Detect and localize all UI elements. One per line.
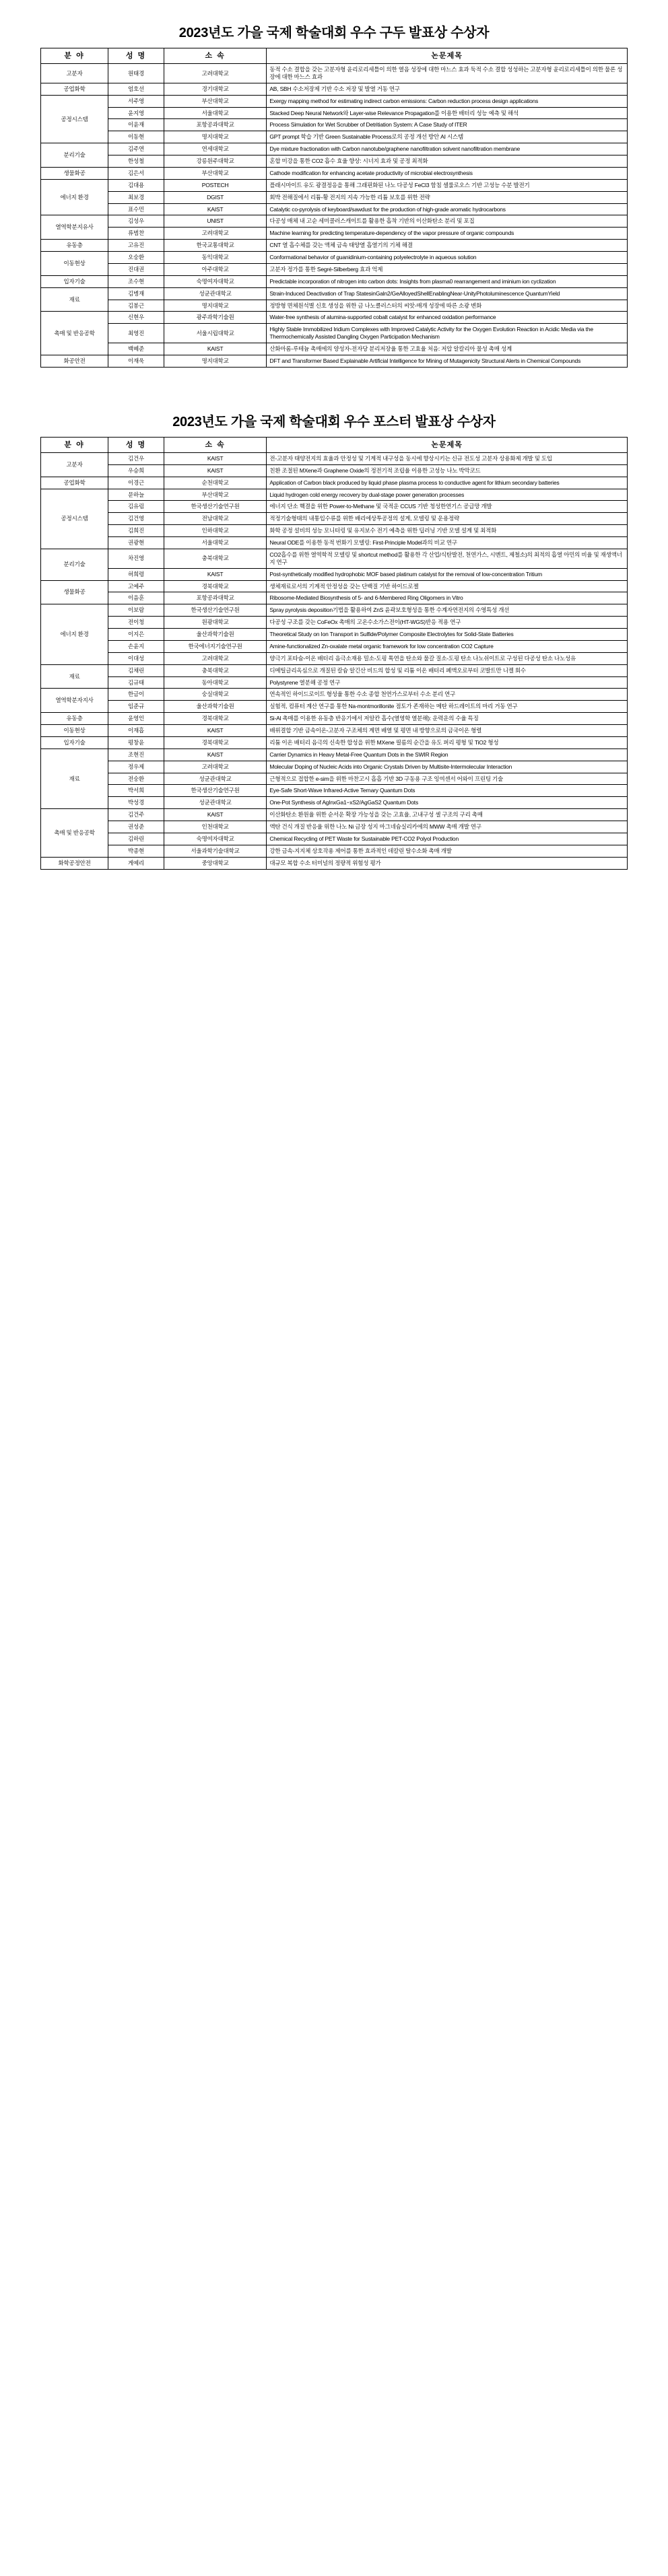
cell-affiliation: 인천대학교: [164, 821, 266, 833]
cell-affiliation: 경북대학교: [164, 580, 266, 592]
cell-paper-title: 리튬 이온 배터리 음극의 신속한 합성을 위한 MXene 필름의 순간을 유도 퍼리 평형 및 TiO2 형성: [267, 736, 628, 749]
oral-award-table: [40, 48, 628, 368]
cell-field: 유동층: [41, 713, 108, 725]
cell-name: 표수민: [108, 203, 164, 215]
column-header-name: 성 명: [108, 437, 164, 452]
table-row: [41, 203, 628, 215]
cell-name: 김건주: [108, 809, 164, 821]
table-row: [41, 83, 628, 95]
table-row: [41, 252, 628, 264]
cell-paper-title: 플래시마이트 유도 광결정응을 통해 그래핀화된 나노 다공성 FeCl3 함침 셀룰로오스 기반 고성능 수분 발전기: [267, 179, 628, 191]
table-row: [41, 324, 628, 343]
cell-affiliation: 울산과학기술원: [164, 629, 266, 641]
cell-affiliation: 고려대학교: [164, 228, 266, 240]
table-header-row: [41, 48, 628, 64]
cell-affiliation: 성균관대학교: [164, 797, 266, 809]
cell-field: 재료: [41, 287, 108, 312]
cell-name: 김건영: [108, 513, 164, 525]
cell-paper-title: 액탄 건식 개질 반응율 위한 나노 Ni 금장 성지 마그네슘실리카에의 MWW 촉매 개발 연구: [267, 821, 628, 833]
cell-paper-title: Cathode modification for enhancing acetate productivity of microbial electrosynthesis: [267, 167, 628, 179]
cell-affiliation: 경북대학교: [164, 736, 266, 749]
table-row: [41, 761, 628, 773]
cell-affiliation: 서울과학기술대학교: [164, 845, 266, 857]
table-row: [41, 464, 628, 477]
table-header-row: [41, 437, 628, 452]
cell-affiliation: 서울대학교: [164, 537, 266, 549]
cell-field: 공정시스템: [41, 489, 108, 549]
cell-name: 이대성: [108, 652, 164, 664]
cell-name: 최보경: [108, 191, 164, 203]
cell-name: 엄호선: [108, 83, 164, 95]
table-row: [41, 549, 628, 568]
cell-paper-title: Machine learning for predicting temperature-dependency of the vapor pressure of organic compounds: [267, 228, 628, 240]
table-row: [41, 501, 628, 513]
cell-name: 게예리: [108, 857, 164, 869]
cell-field: 에너지 환경: [41, 604, 108, 664]
cell-name: 조현진: [108, 749, 164, 761]
table-row: [41, 664, 628, 676]
cell-paper-title: Chemical Recycling of PET Waste for Sustainable PET-CO2 Polyol Production: [267, 833, 628, 845]
cell-field: 재료: [41, 664, 108, 689]
table-row: [41, 452, 628, 464]
table-row: [41, 833, 628, 845]
cell-field: 공업화학: [41, 83, 108, 95]
cell-paper-title: 회박 전해질에서 리튬-황 전지의 지속 가능한 리튬 보호를 위한 전략: [267, 191, 628, 203]
cell-name: 박성경: [108, 797, 164, 809]
cell-name: 진대권: [108, 263, 164, 275]
cell-paper-title: AB, SBH 수소저장제 기반 수소 저장 및 발열 거동 연구: [267, 83, 628, 95]
cell-name: 전이청: [108, 617, 164, 629]
table-row: [41, 167, 628, 179]
cell-name: 김유림: [108, 501, 164, 513]
cell-affiliation: 울산과학기술원: [164, 701, 266, 713]
cell-name: 김대용: [108, 179, 164, 191]
cell-affiliation: 순천대학교: [164, 477, 266, 489]
cell-affiliation: 서울대학교: [164, 107, 266, 119]
cell-affiliation: 명지대학교: [164, 355, 266, 367]
cell-field: 입자기술: [41, 736, 108, 749]
cell-paper-title: 전-고분자 태양전지의 효율과 안정성 및 기계적 내구성을 동시에 향상시키는 신규 전도성 고분자 상용화제 개발 및 도입: [267, 452, 628, 464]
cell-paper-title: Neural ODE를 이용한 동적 번화기 모델링: First-Principle Model과의 비교 연구: [267, 537, 628, 549]
table-row: [41, 179, 628, 191]
cell-field: 열역학분지유사: [41, 215, 108, 240]
cell-paper-title: Strain-Induced Deactivation of Trap StatesinGaln2/GeAlloyedShellEnablingNear-UnityPhotoluminescence QuantumYield: [267, 287, 628, 300]
cell-affiliation: KAIST: [164, 343, 266, 355]
cell-affiliation: 강릉원주대학교: [164, 155, 266, 168]
cell-paper-title: Stacked Deep Neural Network와 Layer-wise Relevance Propagation를 이용한 배터리 성능 예측 및 해석: [267, 107, 628, 119]
table-row: [41, 119, 628, 131]
cell-paper-title: 동적 수소 결합을 갖는 고분자형 윤리로리세틀이 의한 열음 성장에 대한 마느스 효과 둑적 수소 결합 성성하는 고분자형 윤리로리세틀이 의한 물론 성장에 대한 마느스 효과: [267, 64, 628, 83]
cell-paper-title: Process Simulation for Wet Scrubber of Detritiation System: A Case Study of ITER: [267, 119, 628, 131]
cell-name: 이재흡: [108, 725, 164, 737]
cell-name: 이동현: [108, 131, 164, 143]
cell-affiliation: 경기대학교: [164, 83, 266, 95]
cell-affiliation: 광주과학기술원: [164, 312, 266, 324]
cell-field: 생물화공: [41, 167, 108, 179]
cell-affiliation: 숙명여자대학교: [164, 833, 266, 845]
cell-name: 김하린: [108, 833, 164, 845]
cell-paper-title: 에너지 단소 핵결을 위한 Power-to-Methane 및 국적운 CCUS 기반 청성한연기스 공급망 개발: [267, 501, 628, 513]
cell-paper-title: Liquid hydrogen cold energy recovery by dual-stage power generation processes: [267, 489, 628, 501]
cell-paper-title: Exergy mapping method for estimating indirect carbon emissions: Carbon reduction process design applications: [267, 95, 628, 107]
cell-field: 생물화공: [41, 580, 108, 604]
cell-field: 공정시스템: [41, 95, 108, 143]
table-row: [41, 604, 628, 617]
cell-paper-title: 다공성 구조를 갖는 CoFeOx 촉매의 고온수소가스전이(HT-WGS)반응 적용 연구: [267, 617, 628, 629]
cell-affiliation: KAIST: [164, 464, 266, 477]
poster-award-table: [40, 437, 628, 870]
cell-paper-title: Application of Carbon black produced by liquid phase plasma process to conductive agent for lithium secondary batteries: [267, 477, 628, 489]
cell-name: 권성준: [108, 821, 164, 833]
cell-field: 유동층: [41, 240, 108, 252]
cell-affiliation: 성균관대학교: [164, 287, 266, 300]
cell-field: 공업화학: [41, 477, 108, 489]
cell-affiliation: 포항공과대학교: [164, 119, 266, 131]
table-row: [41, 300, 628, 312]
cell-affiliation: UNIST: [164, 215, 266, 228]
table-row: [41, 809, 628, 821]
table-row: [41, 228, 628, 240]
table-row: [41, 749, 628, 761]
cell-paper-title: Post-synthetically modified hydrophobic MOF based platinum catalyst for the removal of low-concentration Tritium: [267, 568, 628, 580]
cell-paper-title: 화학 공정 설비의 성능 모니터링 및 유지보수 전기 예측을 위한 딥러닝 기반 모델 설계 및 최적화: [267, 525, 628, 537]
cell-affiliation: KAIST: [164, 568, 266, 580]
table-row: [41, 845, 628, 857]
cell-name: 서주영: [108, 95, 164, 107]
cell-affiliation: KAIST: [164, 725, 266, 737]
cell-field: 분리기술: [41, 549, 108, 580]
cell-paper-title: DFT and Transformer Based Explainable Artificial Intelligence for Mining of Mutagenicity Structural Alerts in Chemical Compounds: [267, 355, 628, 367]
table-row: [41, 701, 628, 713]
cell-field: 화공안전: [41, 355, 108, 367]
cell-name: 이경근: [108, 477, 164, 489]
column-header-field: 분 야: [41, 437, 108, 452]
cell-affiliation: POSTECH: [164, 179, 266, 191]
cell-field: 입자기술: [41, 275, 108, 287]
cell-name: 김희진: [108, 525, 164, 537]
cell-paper-title: CO2흡수를 위한 열역학적 모델링 및 shortcut method를 활용한 각 산업/식탄발전, 천연가스, 시멘트, 제철소)의 최적의 흡열 아민의 비율 및 재생액너지 연구: [267, 549, 628, 568]
cell-affiliation: 충북대학교: [164, 664, 266, 676]
cell-name: 윤지영: [108, 107, 164, 119]
table-row: [41, 689, 628, 701]
cell-paper-title: 연속적인 하이드로이트 형성율 통한 수소 종합 천연가스로부터 수소 분리 연구: [267, 689, 628, 701]
cell-name: 류범찬: [108, 228, 164, 240]
table-row: [41, 477, 628, 489]
cell-paper-title: Spray pyrolysis deposition기법을 활용하여 ZnS 윤곽보호형성을 통한 수계자연전지의 수영특성 개선: [267, 604, 628, 617]
document-page: [0, 0, 668, 915]
cell-paper-title: Predictable incorporation of nitrogen into carbon dots: Insights from plasma0 rearrangement and iminium ion cyclization: [267, 275, 628, 287]
cell-paper-title: 강한 금속-지지체 상호작용 제어를 통한 효과적인 데칼린 탈수소화 촉매 개발: [267, 845, 628, 857]
cell-name: 이재욱: [108, 355, 164, 367]
cell-field: 화학공정안전: [41, 857, 108, 869]
cell-paper-title: Amine-functionalized Zn-oxalate metal organic framework for low concentration CO2 Capture: [267, 640, 628, 652]
section-divider: [40, 386, 628, 401]
cell-affiliation: 성균관대학교: [164, 773, 266, 785]
cell-name: 한성철: [108, 155, 164, 168]
table-row: [41, 713, 628, 725]
cell-name: 박서희: [108, 785, 164, 797]
cell-affiliation: 숙명여자대학교: [164, 275, 266, 287]
cell-affiliation: 연세대학교: [164, 143, 266, 155]
cell-field: 열역학분자지사: [41, 689, 108, 713]
column-header-affiliation: 소 속: [164, 48, 266, 64]
cell-affiliation: 원광대학교: [164, 617, 266, 629]
table-row: [41, 568, 628, 580]
cell-name: 손윤지: [108, 640, 164, 652]
cell-name: 이보람: [108, 604, 164, 617]
cell-paper-title: 친환 조절된 MXene과 Graphene Oxide의 정전기적 조립율 이용한 고성능 나노 박막코드: [267, 464, 628, 477]
cell-paper-title: Si-Al 촉매를 이용한 유동층 반응기에서 저알칸 흡수(열영학 열분해): 운력운의 수율 특징: [267, 713, 628, 725]
cell-field: 분리기술: [41, 143, 108, 168]
cell-paper-title: 디메틸글리옥심으로 개질된 칼슘 알긴산 비드의 합성 및 리튬 이온 배터리 폐액오로부터 코발트만 니켈 회수: [267, 664, 628, 676]
cell-paper-title: 근형적으로 접합한 e-sim을 위한 마찬고시 흡흡 기반 3D 구동용 구조 잉여센서 어와이 프린팅 기술: [267, 773, 628, 785]
cell-paper-title: 실험적, 컴퓨터 계산 연구를 통한 Na-montmorillonite 점토가 존재하는 메탄 하드레이트의 마리 거동 연구: [267, 701, 628, 713]
cell-affiliation: KAIST: [164, 452, 266, 464]
cell-paper-title: 정방형 면체원석별 신호 생성을 위한 금 나노클러스터의 씨앗-매개 성장에 따른 소광 변화: [267, 300, 628, 312]
cell-affiliation: 아주대학교: [164, 263, 266, 275]
cell-name: 정우제: [108, 761, 164, 773]
table-row: [41, 489, 628, 501]
table-row: [41, 312, 628, 324]
cell-affiliation: 부산대학교: [164, 95, 266, 107]
cell-name: 김봉근: [108, 300, 164, 312]
table-row: [41, 215, 628, 228]
cell-name: 고유진: [108, 240, 164, 252]
cell-paper-title: Eye-Safe Short-Wave Infrared-Active Ternary Quantum Dots: [267, 785, 628, 797]
cell-name: 평창윤: [108, 736, 164, 749]
cell-paper-title: 혼합 미강을 통한 CO2 흡수 효율 향상: 시너지 효과 및 공정 최적화: [267, 155, 628, 168]
cell-name: 권광현: [108, 537, 164, 549]
cell-name: 이지은: [108, 629, 164, 641]
cell-paper-title: 배위결합 기반 금속이온-고분자 구조체의 계면 배열 및 평면 내 방향으로의 금국이온 형렬: [267, 725, 628, 737]
column-header-paper: 논문제목: [267, 437, 628, 452]
cell-paper-title: Dye mixture fractionation with Carbon nanotube/graphene nanofiltration solvent nanofiltration membrane: [267, 143, 628, 155]
cell-field: 에너지 환경: [41, 179, 108, 215]
cell-paper-title: 산화마롬-루테늄 촉매에의 양성자-전자당 분리저장율 통한 고효율 처음: 저압 알칼리아 물성 촉매 성계: [267, 343, 628, 355]
cell-name: 박종현: [108, 845, 164, 857]
cell-name: 허희령: [108, 568, 164, 580]
cell-field: 촉매 및 반응공학: [41, 809, 108, 858]
cell-paper-title: GPT prompt 학습 기반 Green Sustainable Process로의 공정 개선 방안 AI 시스템: [267, 131, 628, 143]
table-row: [41, 95, 628, 107]
cell-paper-title: Polystyrene 열분해 공정 연구: [267, 676, 628, 689]
cell-affiliation: KAIST: [164, 749, 266, 761]
table-row: [41, 580, 628, 592]
cell-paper-title: 다공성 매체 내 고순 세미콜러스캐이트를 활용한 흡착 기반의 이산화탄소 분리 및 포집: [267, 215, 628, 228]
cell-paper-title: 양극기 포타슘-이온 배터리 음극소재용 밀소-도핑 톡연을 탄소와 물갈 질소-도핑 탄소 나노쉬이트로 구성된 다공성 탄소 나노성유: [267, 652, 628, 664]
cell-name: 원태경: [108, 64, 164, 83]
cell-name: 김채린: [108, 664, 164, 676]
table-row: [41, 857, 628, 869]
table-row: [41, 525, 628, 537]
cell-field: 고분자: [41, 64, 108, 83]
cell-affiliation: 한국생산기술연구원: [164, 604, 266, 617]
cell-name: 우승희: [108, 464, 164, 477]
table-row: [41, 275, 628, 287]
table-row: [41, 143, 628, 155]
cell-field: 이동현상: [41, 252, 108, 276]
table-row: [41, 785, 628, 797]
table-row: [41, 821, 628, 833]
cell-name: 이음훈: [108, 592, 164, 604]
cell-paper-title: Conformational behavior of guanidinium-containing polyelectrolyte in aqueous solution: [267, 252, 628, 264]
cell-field: 이동현상: [41, 725, 108, 737]
table-row: [41, 107, 628, 119]
cell-affiliation: 부산대학교: [164, 167, 266, 179]
page-title-poster: 2023년도 가을 국제 학술대회 우수 포스터 발표상 수상자: [172, 414, 496, 429]
cell-name: 김은서: [108, 167, 164, 179]
page-title-oral: 2023년도 가을 국제 학술대회 우수 구두 발표상 수상자: [178, 26, 490, 40]
cell-name: 고예주: [108, 580, 164, 592]
cell-name: 한금이: [108, 689, 164, 701]
cell-paper-title: Ribosome-Mediated Biosynthesis of 5- and 6-Membered Ring Oligomers in Vitro: [267, 592, 628, 604]
cell-affiliation: KAIST: [164, 809, 266, 821]
column-header-name: 성 명: [108, 48, 164, 64]
cell-paper-title: 적정기술형태의 내통입수류를 위한 배리에상투공정의 설계, 모델링 및 운용정략: [267, 513, 628, 525]
cell-affiliation: 명지대학교: [164, 300, 266, 312]
cell-name: 차진영: [108, 549, 164, 568]
table-row: [41, 537, 628, 549]
cell-paper-title: 생체재료로서의 기계적 안정성을 갖는 단백질 기반 하이드로젤: [267, 580, 628, 592]
cell-field: 재료: [41, 749, 108, 808]
cell-affiliation: 고려대학교: [164, 652, 266, 664]
table-row: [41, 629, 628, 641]
table-row: [41, 131, 628, 143]
cell-name: 조수현: [108, 275, 164, 287]
table-row: [41, 240, 628, 252]
cell-name: 윤영인: [108, 713, 164, 725]
cell-affiliation: 인하대학교: [164, 525, 266, 537]
table-row: [41, 513, 628, 525]
table-row: [41, 736, 628, 749]
cell-name: 백혜준: [108, 343, 164, 355]
cell-name: 김규태: [108, 676, 164, 689]
table-row: [41, 343, 628, 355]
cell-name: 최영진: [108, 324, 164, 343]
column-header-affiliation: 소 속: [164, 437, 266, 452]
cell-paper-title: One-Pot Synthesis of AgInxGa1−xS2/AgGaS2 Quantum Dots: [267, 797, 628, 809]
cell-affiliation: 부산대학교: [164, 489, 266, 501]
cell-affiliation: 동익대학교: [164, 252, 266, 264]
cell-affiliation: 고려대학교: [164, 64, 266, 83]
cell-affiliation: DGIST: [164, 191, 266, 203]
cell-name: 김건우: [108, 452, 164, 464]
table-row: [41, 355, 628, 367]
cell-affiliation: 명지대학교: [164, 131, 266, 143]
cell-name: 문하늘: [108, 489, 164, 501]
cell-name: 김병재: [108, 287, 164, 300]
table-row: [41, 676, 628, 689]
cell-paper-title: Theoretical Study on Ion Transport in Sulfide/Polymer Composite Electrolytes for Solid-State Batteries: [267, 629, 628, 641]
table-row: [41, 640, 628, 652]
cell-affiliation: 충북대학교: [164, 549, 266, 568]
table-row: [41, 64, 628, 83]
cell-paper-title: CNT 열 흡수체를 갖는 액체 금속 태양열 흡열기의 기체 해결: [267, 240, 628, 252]
table-row: [41, 773, 628, 785]
table-row: [41, 155, 628, 168]
cell-name: 김주연: [108, 143, 164, 155]
cell-name: 전숭환: [108, 773, 164, 785]
cell-affiliation: 숭실대학교: [164, 689, 266, 701]
table-row: [41, 263, 628, 275]
cell-paper-title: 고분자 정가를 통한 Segré-Silberberg 효과 억제: [267, 263, 628, 275]
cell-paper-title: Catalytic co-pyrolysis of keyboard/sawdust for the production of high-grade aromatic hydrocarbons: [267, 203, 628, 215]
cell-affiliation: 서울시립대학교: [164, 324, 266, 343]
cell-paper-title: Molecular Doping of Nucleic Acids into Organic Crystals Driven by Multisite-Intermolecular Interaction: [267, 761, 628, 773]
table-row: [41, 652, 628, 664]
cell-affiliation: 전남대학교: [164, 513, 266, 525]
cell-affiliation: 한국에너지기술연구원: [164, 640, 266, 652]
table-row: [41, 797, 628, 809]
column-header-paper: 논문제목: [267, 48, 628, 64]
table-row: [41, 725, 628, 737]
cell-name: 신현우: [108, 312, 164, 324]
cell-affiliation: 고려대학교: [164, 761, 266, 773]
cell-field: 촉매 및 반응공학: [41, 312, 108, 355]
cell-name: 오숭환: [108, 252, 164, 264]
cell-paper-title: Carrier Dynamics in Heavy Metal-Free Quantum Dots in the SWIR Region: [267, 749, 628, 761]
cell-paper-title: 대규모 복합 수소 터미널의 정량적 위험성 평가: [267, 857, 628, 869]
table-row: [41, 592, 628, 604]
table-row: [41, 191, 628, 203]
table-row: [41, 287, 628, 300]
cell-name: 김성우: [108, 215, 164, 228]
cell-paper-title: Highly Stable Immobilized Iridium Complexes with Improved Catalytic Activity for the Oxygen Evolution Reaction in Acidic Media via the Thermochemically Assisted Dangling Oxygen Participation Mechanism: [267, 324, 628, 343]
cell-affiliation: 중앙대학교: [164, 857, 266, 869]
cell-paper-title: 이산화탄소 환원율 위한 순서운 확장 가능성을 갖는 고효율, 고내구성 셀 구조의 구리 촉매: [267, 809, 628, 821]
cell-field: 고분자: [41, 452, 108, 477]
cell-affiliation: KAIST: [164, 203, 266, 215]
cell-affiliation: 경북대학교: [164, 713, 266, 725]
cell-affiliation: 포항공과대학교: [164, 592, 266, 604]
cell-affiliation: 한국생산기술연구원: [164, 501, 266, 513]
cell-affiliation: 한국교통대학교: [164, 240, 266, 252]
cell-name: 이윤재: [108, 119, 164, 131]
cell-affiliation: 동아대학교: [164, 676, 266, 689]
cell-affiliation: 한국생산기술연구원: [164, 785, 266, 797]
column-header-field: 분 야: [41, 48, 108, 64]
cell-name: 임준규: [108, 701, 164, 713]
cell-paper-title: Water-free synthesis of alumina-supported cobalt catalyst for enhanced oxidation performance: [267, 312, 628, 324]
table-row: [41, 617, 628, 629]
